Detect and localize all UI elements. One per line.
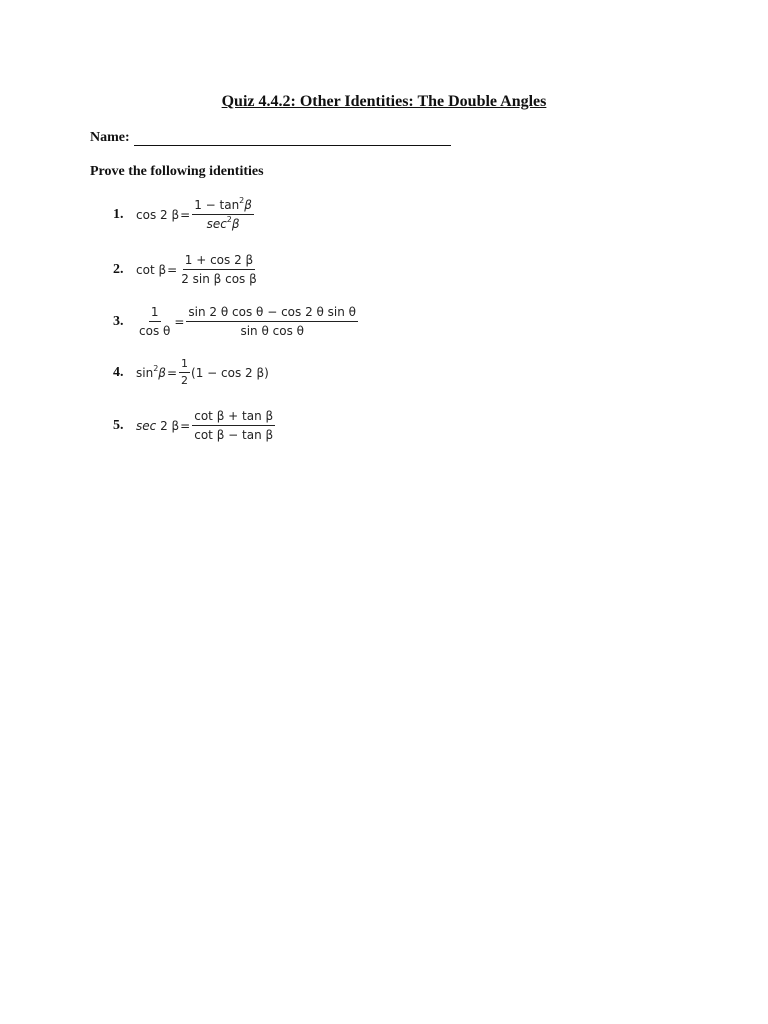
equals-sign: = (180, 418, 191, 433)
equals-sign: = (180, 207, 191, 222)
identity-3 (136, 305, 359, 338)
half-fraction (179, 358, 190, 387)
equals-sign: = (174, 314, 185, 329)
rhs-fraction (186, 305, 358, 338)
denominator: 2 sin β cos β (181, 272, 257, 286)
lhs: cos 2 β (136, 207, 180, 222)
denominator: cos θ (139, 324, 171, 338)
name-label: Name: (90, 130, 130, 145)
problem-4 (113, 358, 269, 387)
problem-3 (113, 305, 359, 338)
rhs-fraction (192, 409, 275, 442)
lhs: cot β (136, 262, 167, 277)
problem-number: 2. (113, 261, 124, 277)
identity-5 (136, 409, 276, 442)
rhs-parenthetical: (1 − cos 2 β) (191, 365, 269, 380)
lhs-fraction (137, 305, 172, 338)
name-field-row (90, 130, 451, 146)
rhs-fraction (179, 253, 259, 286)
numerator: 1 + cos 2 β (183, 253, 255, 270)
lhs: $\sin^2\beta$ (136, 363, 166, 380)
rhs-fraction (192, 198, 254, 231)
problem-1 (113, 198, 255, 231)
denominator: 2 (181, 374, 189, 387)
lhs: sec 2 β (136, 418, 180, 433)
numerator: 1 (149, 305, 161, 322)
problem-number: 4. (113, 364, 124, 380)
name-blank-line (134, 131, 451, 146)
problem-number: 3. (113, 313, 124, 329)
numerator: cot β + tan β (192, 409, 275, 426)
numerator: $1 - \tan^2\beta$ (192, 198, 254, 215)
instructions: Prove the following identities (90, 164, 264, 179)
denominator: $\sec^2\beta$ (206, 215, 240, 231)
identity-1 (136, 198, 255, 231)
numerator: sin 2 θ cos θ − cos 2 θ sin θ (186, 305, 358, 322)
problem-5 (113, 409, 276, 442)
denominator: sin θ cos θ (240, 324, 304, 338)
identity-4 (136, 358, 269, 387)
equals-sign: = (167, 262, 178, 277)
problem-number: 1. (113, 206, 124, 222)
identity-2 (136, 253, 260, 286)
denominator: cot β − tan β (194, 428, 274, 442)
equals-sign: = (166, 365, 178, 380)
problem-number: 5. (113, 417, 124, 433)
problem-2 (113, 253, 260, 286)
quiz-title: Quiz 4.4.2: Other Identities: The Double Angles (221, 93, 547, 110)
numerator: 1 (179, 358, 190, 373)
